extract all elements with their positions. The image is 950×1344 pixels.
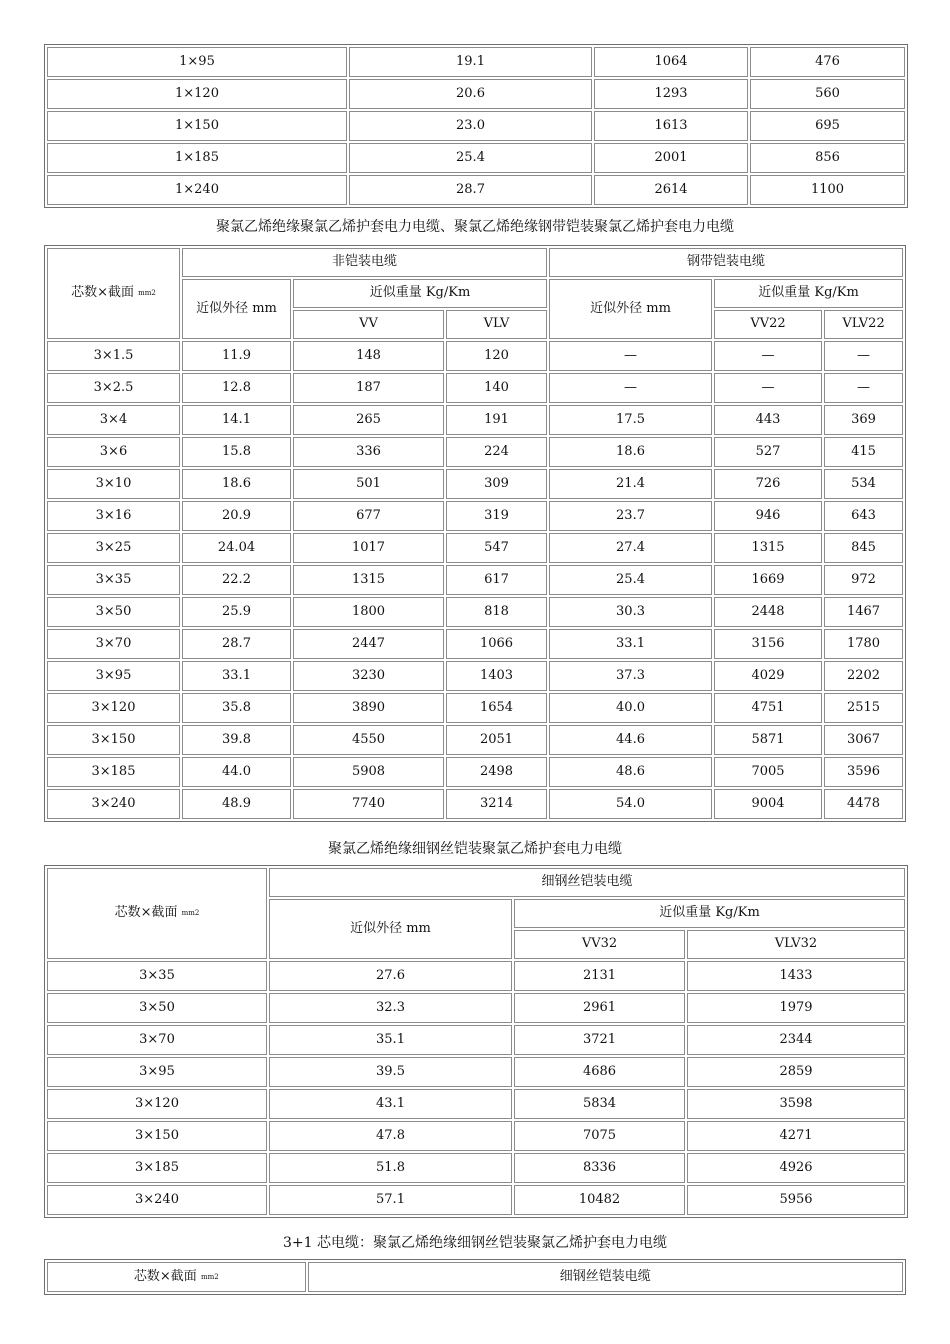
table-cell: 14.1	[182, 405, 291, 435]
table-cell: 4478	[824, 789, 903, 819]
three-plus-one-core-cable-table	[44, 1259, 906, 1295]
cell-core-section: 1×150	[47, 111, 347, 141]
table-cell: 51.8	[269, 1153, 512, 1183]
table-cell: 9004	[714, 789, 822, 819]
table-cell: —	[714, 341, 822, 371]
cell-core-section: 3×95	[47, 661, 180, 691]
table-cell: 40.0	[549, 693, 712, 723]
table-cell: 28.7	[349, 175, 592, 205]
table-cell: 2498	[446, 757, 547, 787]
table-cell: 47.8	[269, 1121, 512, 1151]
table-cell: 44.6	[549, 725, 712, 755]
table-cell: 1315	[714, 533, 822, 563]
table-cell: 44.0	[182, 757, 291, 787]
header-steel-tape-group: 钢带铠装电缆	[549, 248, 903, 277]
table-cell: 726	[714, 469, 822, 499]
table-cell: 3214	[446, 789, 547, 819]
table-row	[47, 993, 905, 1023]
table-cell: 33.1	[549, 629, 712, 659]
cell-core-section: 3×1.5	[47, 341, 180, 371]
cell-core-section: 3×50	[47, 597, 180, 627]
table-row	[47, 533, 903, 563]
table4-caption: 3+1 芯电缆：聚氯乙烯绝缘细钢丝铠装聚氯乙烯护套电力电缆	[283, 1235, 667, 1251]
cell-core-section: 1×240	[47, 175, 347, 205]
header-unarmored-group: 非铠装电缆	[182, 248, 547, 277]
cell-core-section: 3×150	[47, 1121, 267, 1151]
table-cell: 37.3	[549, 661, 712, 691]
table-cell: 2448	[714, 597, 822, 627]
table-cell: 25.4	[549, 565, 712, 595]
table-cell: 3596	[824, 757, 903, 787]
table-cell: 54.0	[549, 789, 712, 819]
cell-core-section: 3×35	[47, 961, 267, 991]
cell-core-section: 1×185	[47, 143, 347, 173]
header-vv: VV	[293, 310, 444, 339]
table-cell: 32.3	[269, 993, 512, 1023]
table-row	[47, 597, 903, 627]
table-cell: 643	[824, 501, 903, 531]
table-row	[47, 789, 903, 819]
table-cell: 309	[446, 469, 547, 499]
table-cell: 547	[446, 533, 547, 563]
table-cell: 501	[293, 469, 444, 499]
cell-core-section: 3×120	[47, 693, 180, 723]
table-cell: 191	[446, 405, 547, 435]
table-cell: 369	[824, 405, 903, 435]
header-core-section: 芯数×截面 $_{mm2}$	[47, 868, 267, 959]
table-cell: 2001	[594, 143, 748, 173]
table3-caption: 聚氯乙烯绝缘细钢丝铠装聚氯乙烯护套电力电缆	[328, 841, 622, 857]
table-cell: 17.5	[549, 405, 712, 435]
header-vlv32: VLV32	[687, 930, 905, 959]
cell-core-section: 3×25	[47, 533, 180, 563]
table-row	[47, 961, 905, 991]
table-cell: —	[824, 373, 903, 403]
header-vlv22: VLV22	[824, 310, 903, 339]
table-cell: 319	[446, 501, 547, 531]
table-cell: 1064	[594, 47, 748, 77]
table-cell: 21.4	[549, 469, 712, 499]
table-cell: 1780	[824, 629, 903, 659]
table-row	[47, 1153, 905, 1183]
table-cell: 2344	[687, 1025, 905, 1055]
table-row	[47, 1089, 905, 1119]
header-vv22: VV22	[714, 310, 822, 339]
table-cell: 2447	[293, 629, 444, 659]
table-cell: 527	[714, 437, 822, 467]
table-cell: —	[549, 341, 712, 371]
table-cell: 4686	[514, 1057, 685, 1087]
cell-core-section: 3×185	[47, 1153, 267, 1183]
table-cell: 4926	[687, 1153, 905, 1183]
header-outer-diameter: 近似外径 mm	[182, 279, 291, 339]
table-cell: 28.7	[182, 629, 291, 659]
table-cell: 4550	[293, 725, 444, 755]
table-cell: 336	[293, 437, 444, 467]
table-cell: 972	[824, 565, 903, 595]
cell-core-section: 3×4	[47, 405, 180, 435]
table-cell: 5956	[687, 1185, 905, 1215]
table-cell: 946	[714, 501, 822, 531]
header-vlv: VLV	[446, 310, 547, 339]
table-cell: 2051	[446, 725, 547, 755]
table-cell: 1669	[714, 565, 822, 595]
table-cell: 224	[446, 437, 547, 467]
header-weight: 近似重量 Kg/Km	[293, 279, 547, 308]
table-cell: 1613	[594, 111, 748, 141]
cell-core-section: 3×95	[47, 1057, 267, 1087]
cell-core-section: 3×35	[47, 565, 180, 595]
table-cell: 20.6	[349, 79, 592, 109]
fine-wire-armored-cable-table	[44, 865, 908, 1218]
header-core-section: 芯数×截面 $_{mm2}$	[47, 248, 180, 339]
table-cell: 2859	[687, 1057, 905, 1087]
header-core-section: 芯数×截面 $_{mm2}$	[47, 1262, 306, 1292]
table-row	[47, 757, 903, 787]
header-weight-armored: 近似重量 Kg/Km	[714, 279, 903, 308]
table-cell: 677	[293, 501, 444, 531]
table-cell: 148	[293, 341, 444, 371]
table-cell: 27.6	[269, 961, 512, 991]
table-row	[47, 373, 903, 403]
table-cell: 18.6	[182, 469, 291, 499]
cell-core-section: 3×50	[47, 993, 267, 1023]
table-cell: 8336	[514, 1153, 685, 1183]
table-cell: 120	[446, 341, 547, 371]
table-cell: 11.9	[182, 341, 291, 371]
table-cell: 534	[824, 469, 903, 499]
table-cell: 5871	[714, 725, 822, 755]
table-cell: 1979	[687, 993, 905, 1023]
table-cell: 1293	[594, 79, 748, 109]
table-cell: 1433	[687, 961, 905, 991]
table-row	[47, 341, 903, 371]
cell-core-section: 3×6	[47, 437, 180, 467]
table-row	[47, 501, 903, 531]
table-cell: 2131	[514, 961, 685, 991]
header-outer-diameter: 近似外径 mm	[269, 899, 512, 959]
table-cell: 35.1	[269, 1025, 512, 1055]
table-row	[47, 1025, 905, 1055]
table-row	[47, 175, 905, 205]
table-cell: 20.9	[182, 501, 291, 531]
table-cell: 5834	[514, 1089, 685, 1119]
table-row	[47, 143, 905, 173]
table-cell: —	[714, 373, 822, 403]
table-cell: 560	[750, 79, 905, 109]
cell-core-section: 1×95	[47, 47, 347, 77]
table-cell: 48.9	[182, 789, 291, 819]
table-cell: 4751	[714, 693, 822, 723]
table-cell: —	[549, 373, 712, 403]
table-cell: 1017	[293, 533, 444, 563]
table-cell: 27.4	[549, 533, 712, 563]
cell-core-section: 3×70	[47, 629, 180, 659]
table-cell: 18.6	[549, 437, 712, 467]
table-cell: 443	[714, 405, 822, 435]
cell-core-section: 3×2.5	[47, 373, 180, 403]
cell-core-section: 3×185	[47, 757, 180, 787]
table-cell: 7740	[293, 789, 444, 819]
cell-core-section: 1×120	[47, 79, 347, 109]
table-row	[47, 629, 903, 659]
table-cell: 3598	[687, 1089, 905, 1119]
header-fine-wire-group: 细钢丝铠装电缆	[308, 1262, 903, 1292]
header-vv32: VV32	[514, 930, 685, 959]
table-row	[47, 565, 903, 595]
table-cell: 140	[446, 373, 547, 403]
table-cell: 1467	[824, 597, 903, 627]
table-cell: 23.0	[349, 111, 592, 141]
table-cell: 39.8	[182, 725, 291, 755]
table-cell: 25.9	[182, 597, 291, 627]
cell-core-section: 3×120	[47, 1089, 267, 1119]
table-cell: 2515	[824, 693, 903, 723]
three-core-cable-table	[44, 245, 906, 822]
table-row	[47, 693, 903, 723]
cell-core-section: 3×10	[47, 469, 180, 499]
table-cell: 7075	[514, 1121, 685, 1151]
table-cell: 25.4	[349, 143, 592, 173]
table-cell: 33.1	[182, 661, 291, 691]
table-cell: 845	[824, 533, 903, 563]
cell-core-section: 3×150	[47, 725, 180, 755]
table-row	[47, 661, 903, 691]
table-cell: 4029	[714, 661, 822, 691]
table-cell: 3067	[824, 725, 903, 755]
table-row	[47, 469, 903, 499]
header-outer-diameter-armored: 近似外径 mm	[549, 279, 712, 339]
table-cell: 265	[293, 405, 444, 435]
table-row	[47, 725, 903, 755]
table-cell: 2614	[594, 175, 748, 205]
header-fine-wire-group: 细钢丝铠装电缆	[269, 868, 905, 897]
cell-core-section: 3×240	[47, 789, 180, 819]
table-row	[47, 405, 903, 435]
table-cell: 1800	[293, 597, 444, 627]
table-cell: 35.8	[182, 693, 291, 723]
table-cell: 5908	[293, 757, 444, 787]
table-cell: 24.04	[182, 533, 291, 563]
cell-core-section: 3×240	[47, 1185, 267, 1215]
table-row	[47, 47, 905, 77]
table-cell: 1654	[446, 693, 547, 723]
table-cell: 43.1	[269, 1089, 512, 1119]
table-cell: 1066	[446, 629, 547, 659]
table-cell: 695	[750, 111, 905, 141]
table-cell: 476	[750, 47, 905, 77]
table-cell: 57.1	[269, 1185, 512, 1215]
table-cell: 22.2	[182, 565, 291, 595]
single-core-cable-table	[44, 44, 908, 208]
table-cell: 12.8	[182, 373, 291, 403]
table-cell: 2202	[824, 661, 903, 691]
table-cell: —	[824, 341, 903, 371]
table-cell: 10482	[514, 1185, 685, 1215]
table-cell: 818	[446, 597, 547, 627]
table-cell: 19.1	[349, 47, 592, 77]
table-row	[47, 1121, 905, 1151]
cell-core-section: 3×16	[47, 501, 180, 531]
table-cell: 2961	[514, 993, 685, 1023]
table-cell: 617	[446, 565, 547, 595]
table-cell: 4271	[687, 1121, 905, 1151]
table-row	[47, 437, 903, 467]
table-cell: 30.3	[549, 597, 712, 627]
table2-caption: 聚氯乙烯绝缘聚氯乙烯护套电力电缆、聚氯乙烯绝缘钢带铠装聚氯乙烯护套电力电缆	[216, 219, 734, 235]
table-cell: 3890	[293, 693, 444, 723]
table-cell: 3721	[514, 1025, 685, 1055]
table-cell: 856	[750, 143, 905, 173]
table-cell: 1100	[750, 175, 905, 205]
table-row	[47, 1057, 905, 1087]
cell-core-section: 3×70	[47, 1025, 267, 1055]
table-cell: 3156	[714, 629, 822, 659]
table-cell: 39.5	[269, 1057, 512, 1087]
header-weight: 近似重量 Kg/Km	[514, 899, 905, 928]
table-cell: 415	[824, 437, 903, 467]
table-cell: 7005	[714, 757, 822, 787]
table-cell: 187	[293, 373, 444, 403]
table-cell: 1403	[446, 661, 547, 691]
table-cell: 15.8	[182, 437, 291, 467]
table-row	[47, 79, 905, 109]
table-cell: 3230	[293, 661, 444, 691]
table-cell: 48.6	[549, 757, 712, 787]
table-cell: 1315	[293, 565, 444, 595]
table-row	[47, 111, 905, 141]
table-cell: 23.7	[549, 501, 712, 531]
table-row	[47, 1185, 905, 1215]
